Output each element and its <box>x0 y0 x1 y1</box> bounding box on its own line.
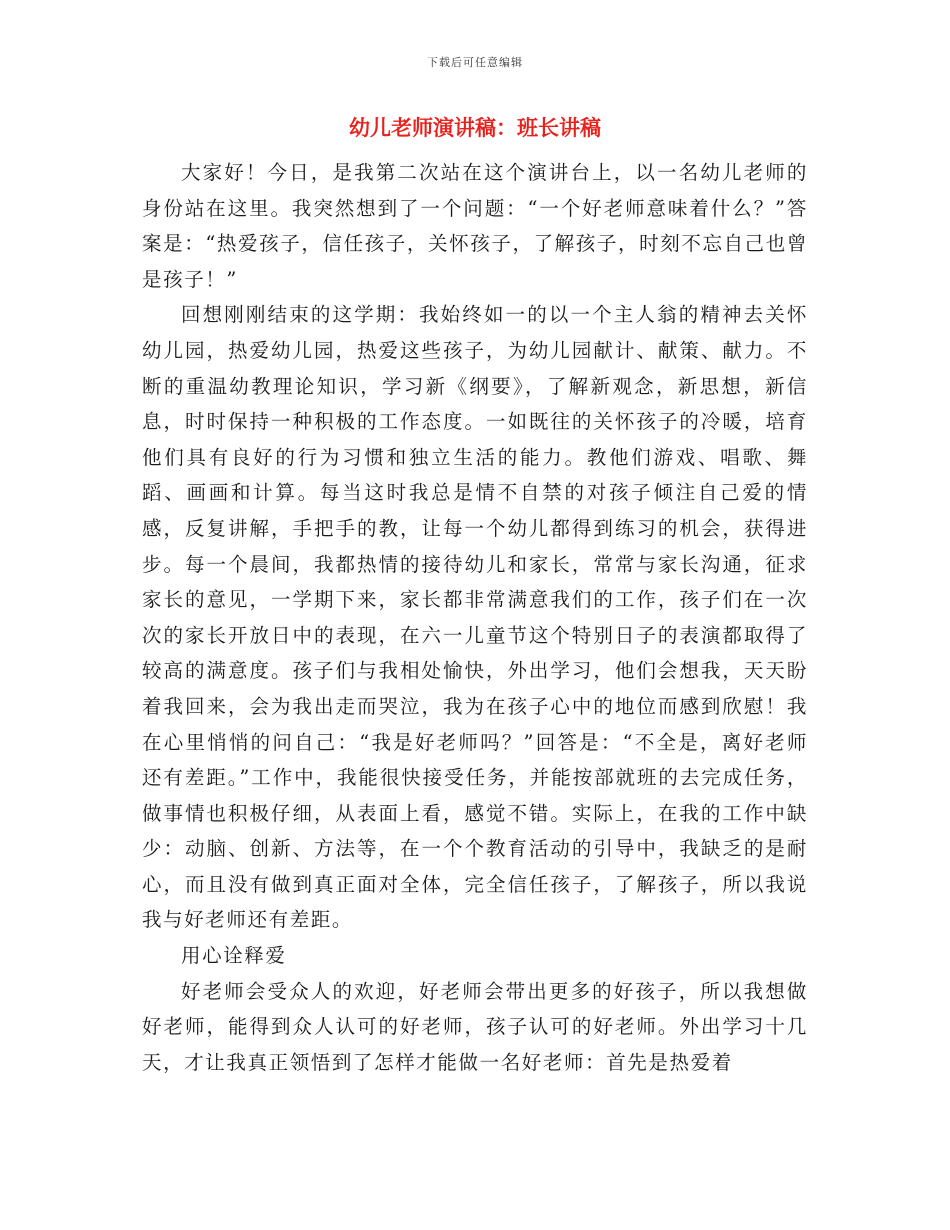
document-body <box>142 155 808 1080</box>
header-note: 下载后可任意编辑 <box>427 56 523 69</box>
document-title: 幼儿老师演讲稿：班长讲稿 <box>349 116 601 140</box>
paragraph-good-teacher: 好老师会受众人的欢迎，好老师会带出更多的好孩子，所以我想做好老师，能得到众人认可的好老师，孩子认可的好老师。外出学习十几天，才让我真正领悟到了怎样才能做一名好老师：首先是热爱着 <box>142 979 808 1074</box>
paragraph-greeting: 大家好！今日，是我第二次站在这个演讲台上，以一名幼儿老师的身份站在这里。我突然想到了一个问题：“一个好老师意味着什么？”答案是：“热爱孩子，信任孩子，关怀孩子，了解孩子，时刻不忘自己也曾是孩子！” <box>142 161 808 291</box>
paragraph-semester-review: 回想刚刚结束的这学期：我始终如一的以一个主人翁的精神去关怀幼儿园，热爱幼儿园，热爱这些孩子，为幼儿园献计、献策、献力。不断的重温幼教理论知识，学习新《纲要》，了解新观念，新思想，新信息，时时保持一种积极的工作态度。一如既往的关怀孩子的冷暖，培育他们具有良好的行为习惯和独立生活的能力。教他们游戏、唱歌、舞蹈、画画和计算。每当这时我总是情不自禁的对孩子倾注自己爱的情感，反复讲解，手把手的教，让每一个幼儿都得到练习的机会，获得进步。每一个晨间，我都热情的接待幼儿和家长，常常与家长沟通，征求家长的意见，一学期下来，家长都非常满意我们的工作，孩子们在一次次的家长开放日中的表现，在六一儿童节这个特别日子的表演都取得了较高的满意度。孩子们与我相处愉快，外出学习，他们会想我，天天盼着我回来，会为我出走而哭泣，我为在孩子心中的地位而感到欣慰！我在心里悄悄的问自己：“我是好老师吗？”回答是：“不全是，离好老师还有差距。”工作中，我能很快接受任务，并能按部就班的去完成任务，做事情也积极仔细，从表面上看，感觉不错。实际上，在我的工作中缺少：动脑、创新、方法等，在一个个教育活动的引导中，我缺乏的是耐心，而且没有做到真正面对全体，完全信任孩子，了解孩子，所以我说我与好老师还有差距。 <box>142 303 808 932</box>
section-heading: 用心诠释爱 <box>181 944 287 968</box>
